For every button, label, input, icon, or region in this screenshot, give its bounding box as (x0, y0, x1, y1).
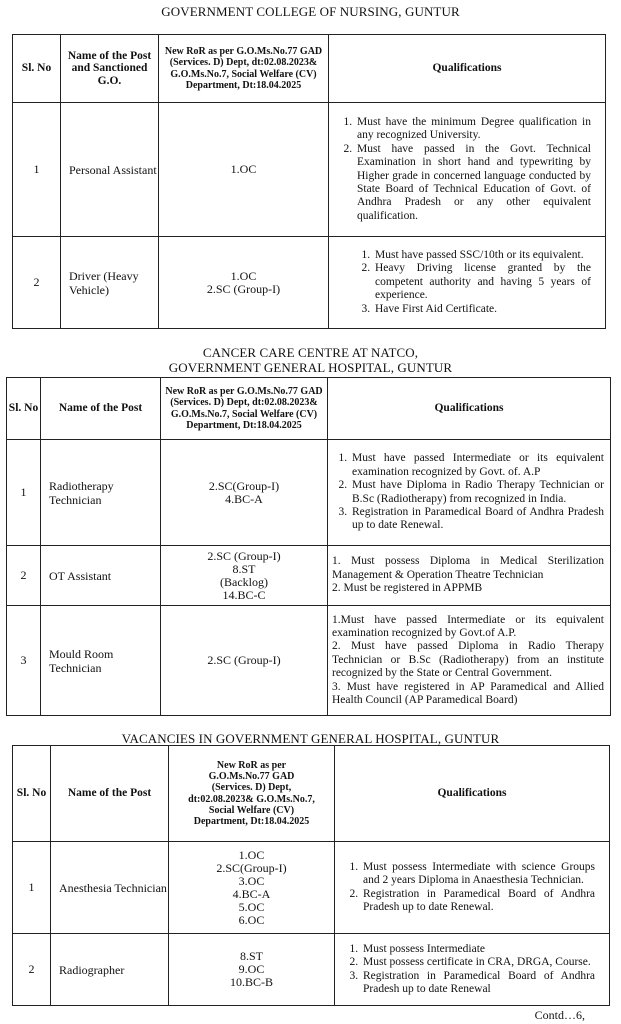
row-ror: 8.ST 9.OC 10.BC-B (169, 934, 335, 1006)
section-title-ggh: VACANCIES IN GOVERNMENT GENERAL HOSPITAL, GUNTUR (121, 731, 500, 746)
table-row (7, 546, 611, 606)
row-post: Radiographer (51, 934, 169, 1006)
header-sl-no: Sl. No (13, 746, 51, 842)
header-qualifications: Qualifications (335, 746, 610, 842)
row-sl: 2 (13, 934, 51, 1006)
qualification-item: 1. Must have the minimum Degree qualification in any recognized University. (355, 116, 591, 143)
nursing-posts-table (12, 34, 606, 329)
table-header-row (7, 378, 611, 440)
section-title-nursing: GOVERNMENT COLLEGE OF NURSING, GUNTUR (161, 4, 460, 19)
table-row (13, 103, 606, 237)
header-qualifications: Qualifications (329, 35, 606, 103)
header-ror: New RoR as per G.O.Ms.No.77 GAD (Services. D) Dept, dt:02.08.2023& G.O.Ms.No.7, Social Welfare (CV) Department, Dt:18.04.2025 (161, 378, 328, 440)
qualification-item: 1.Must have passed Intermediate or its equivalent examination recognized by Govt.of A.P. (332, 613, 604, 639)
row-post: Radiotherapy Technician (41, 440, 161, 546)
continued-note: Contd…6, (534, 1008, 585, 1022)
row-qualifications (329, 103, 606, 237)
row-ror: 2.SC (Group-I) 8.ST (Backlog) 14.BC-C (161, 546, 328, 606)
row-ror: 1.OC (159, 103, 329, 237)
row-post: OT Assistant (41, 546, 161, 606)
row-sl: 1 (7, 440, 41, 546)
row-sl: 1 (13, 103, 61, 237)
table-header-row (13, 746, 610, 842)
row-post: Personal Assistant (61, 103, 159, 237)
row-ror: 1.OC 2.SC(Group-I) 3.OC 4.BC-A 5.OC 6.OC (169, 842, 335, 934)
header-sl-no: Sl. No (7, 378, 41, 440)
qualification-item: 2. Must possess certificate in CRA, DRGA, Course. (361, 956, 595, 969)
qualification-item: 1. Must have passed Intermediate or its equivalent examination recognized by Govt. of. A.P (350, 452, 604, 479)
qualification-item: 2. Registration in Paramedical Board of Andhra Pradesh up to date Renewal. (361, 888, 595, 915)
header-post: Name of the Post and Sanctioned G.O. (61, 35, 159, 103)
header-qualifications: Qualifications (328, 378, 611, 440)
qualification-item: 1. Must possess Diploma in Medical Sterilization Management & Operation Theatre Technician (332, 555, 604, 581)
qualification-item: 3. Have First Aid Certificate. (373, 303, 591, 316)
row-ror: 2.SC (Group-I) (161, 606, 328, 716)
header-post: Name of the Post (51, 746, 169, 842)
row-qualifications (335, 934, 610, 1006)
ggh-posts-table (12, 745, 610, 1006)
row-sl: 2 (13, 237, 61, 329)
table-header-row (13, 35, 606, 103)
qualification-item: 2. Must have Diploma in Radio Therapy Technician or B.Sc (Radiotherapy) from recognized in India. (350, 479, 604, 506)
qualification-item: 1. Must possess Intermediate (361, 943, 595, 956)
table-row (13, 237, 606, 329)
row-post: Anesthesia Technician (51, 842, 169, 934)
header-sl-no: Sl. No (13, 35, 61, 103)
table-row (7, 606, 611, 716)
row-post: Driver (Heavy Vehicle) (61, 237, 159, 329)
qualification-item: 1. Must possess Intermediate with science Groups and 2 years Diploma in Anaesthesia Technician. (361, 861, 595, 888)
qualification-item: 2. Must have passed Diploma in Radio Therapy Technician or B.Sc (Radiotherapy) from an institute recognized by the State or Central Government. (332, 640, 604, 680)
qualification-item: 2. Must be registered in APPMB (332, 582, 483, 595)
qualification-item: 3. Registration in Paramedical Board of Andhra Pradesh up to date Renewal (361, 970, 595, 997)
header-ror: New RoR as per G.O.Ms.No.77 GAD (Services. D) Dept, dt:02.08.2023& G.O.Ms.No.7, Social Welfare (CV) Department, Dt:18.04.2025 (169, 746, 335, 842)
section-title-cancer-care: CANCER CARE CENTRE AT NATCO, GOVERNMENT GENERAL HOSPITAL, GUNTUR (168, 345, 453, 375)
row-post: Mould Room Technician (41, 606, 161, 716)
row-qualifications (335, 842, 610, 934)
qualification-item: 2. Must have passed in the Govt. Technical Examination in short hand and typewriting by Higher grade in concerned language conducted by State Board of Technical Education of Govt. of Andhra Pradesh or any other equivalent qualification. (355, 143, 591, 223)
row-ror: 2.SC(Group-I) 4.BC-A (161, 440, 328, 546)
header-post: Name of the Post (41, 378, 161, 440)
row-qualifications (329, 237, 606, 329)
row-qualifications (328, 606, 611, 716)
row-ror: 1.OC 2.SC (Group-I) (159, 237, 329, 329)
row-qualifications (328, 440, 611, 546)
table-row (13, 842, 610, 934)
header-ror: New RoR as per G.O.Ms.No.77 GAD (Services. D) Dept, dt:02.08.2023& G.O.Ms.No.7, Social Welfare (CV) Department, Dt:18.04.2025 (159, 35, 329, 103)
cancer-care-posts-table (6, 377, 611, 716)
qualification-item: 3. Registration in Paramedical Board of Andhra Pradesh up to date Renewal. (350, 506, 604, 533)
row-sl: 2 (7, 546, 41, 606)
qualification-item: 2. Heavy Driving license granted by the competent authority and having 5 years of experience. (373, 262, 591, 302)
table-row (13, 934, 610, 1006)
row-sl: 1 (13, 842, 51, 934)
table-row (7, 440, 611, 546)
qualification-item: 3. Must have registered in AP Paramedical and Allied Health Council (AP Paramedical Board) (332, 680, 604, 707)
qualification-item: 1. Must have passed SSC/10th or its equivalent. (373, 249, 591, 262)
row-sl: 3 (7, 606, 41, 716)
row-qualifications (328, 546, 611, 606)
